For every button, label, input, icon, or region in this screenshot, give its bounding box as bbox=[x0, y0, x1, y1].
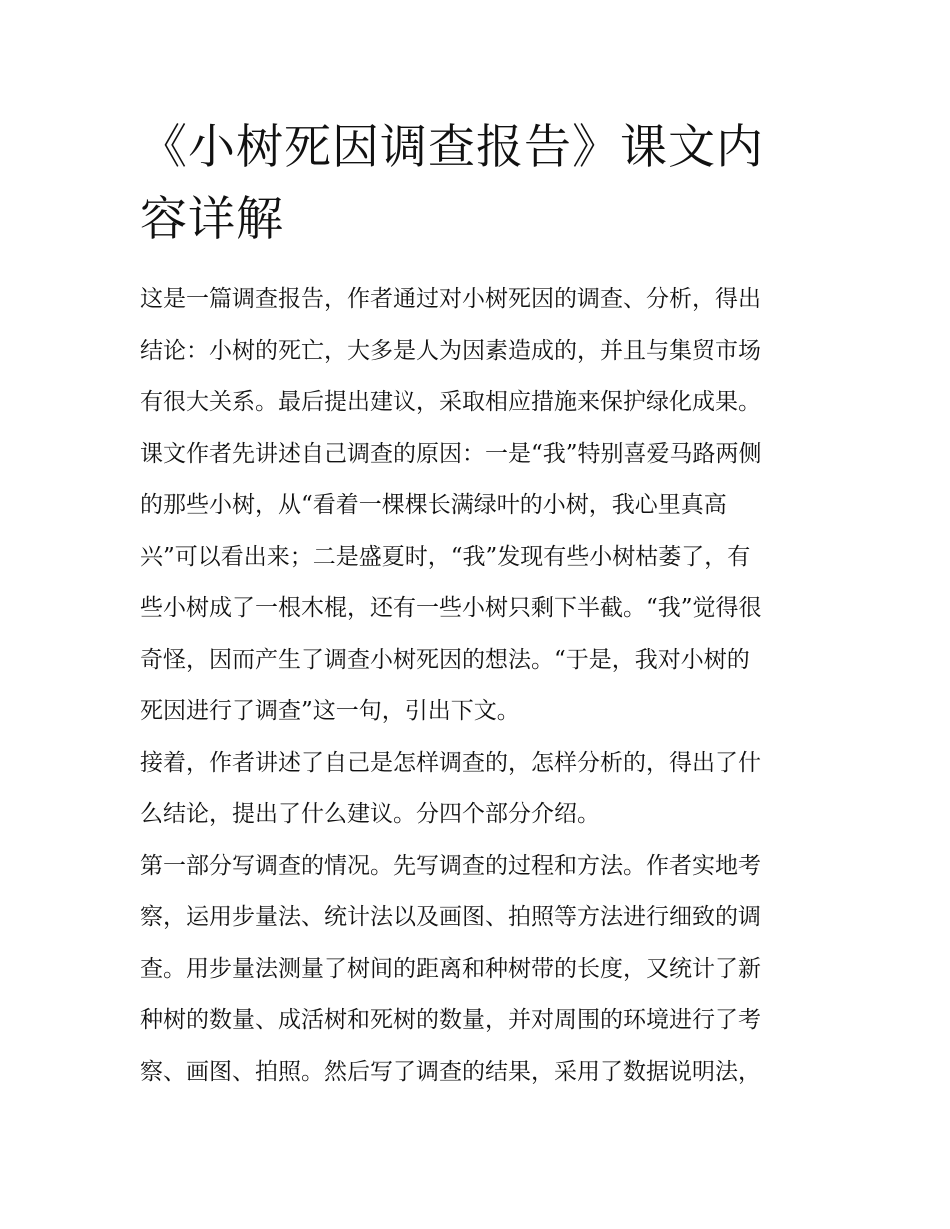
body-line: 死因进行了调查”这一句，引出下文。 bbox=[140, 698, 520, 724]
body-line: 奇怪，因而产生了调查小树死因的想法。“于是，我对小树的 bbox=[140, 646, 750, 673]
body-line: 查。用步量法测量了树间的距离和种树带的长度，又统计了新 bbox=[140, 955, 761, 982]
title-line-2: 容详解 bbox=[140, 192, 284, 247]
body-line: 种树的数量、成活树和死树的数量，并对周围的环境进行了考 bbox=[140, 1007, 761, 1033]
body-line: 结论：小树的死亡，大多是人为因素造成的，并且与集贸市场 bbox=[140, 337, 761, 364]
body-line: 课文作者先讲述自己调查的原因：一是“我”特别喜爱马路两侧 bbox=[140, 440, 762, 467]
document-page bbox=[140, 112, 815, 1098]
document-title bbox=[140, 112, 815, 256]
document-body bbox=[140, 274, 815, 1098]
body-line: 的那些小树，从“看着一棵棵长满绿叶的小树，我心里真高 bbox=[140, 492, 727, 518]
title-line-1: 《小树死因调查报告》课文内 bbox=[140, 120, 764, 175]
body-line: 么结论，提出了什么建议。分四个部分介绍。 bbox=[140, 801, 600, 827]
body-line: 兴”可以看出来；二是盛夏时，“我”发现有些小树枯萎了，有 bbox=[140, 543, 751, 570]
body-line: 这是一篇调查报告，作者通过对小树死因的调查、分析，得出 bbox=[140, 286, 761, 312]
body-line: 察，运用步量法、统计法以及画图、拍照等方法进行细致的调 bbox=[140, 904, 761, 930]
body-line: 察、画图、拍照。然后写了调查的结果，采用了数据说明法， bbox=[140, 1058, 761, 1085]
body-line: 接着，作者讲述了自己是怎样调查的，怎样分析的，得出了什 bbox=[140, 749, 761, 776]
body-line: 有很大关系。最后提出建议，采取相应措施来保护绿化成果。 bbox=[140, 389, 761, 415]
body-line: 些小树成了一根木棍，还有一些小树只剩下半截。“我”觉得很 bbox=[140, 595, 762, 621]
body-line: 第一部分写调查的情况。先写调查的过程和方法。作者实地考 bbox=[140, 852, 761, 879]
